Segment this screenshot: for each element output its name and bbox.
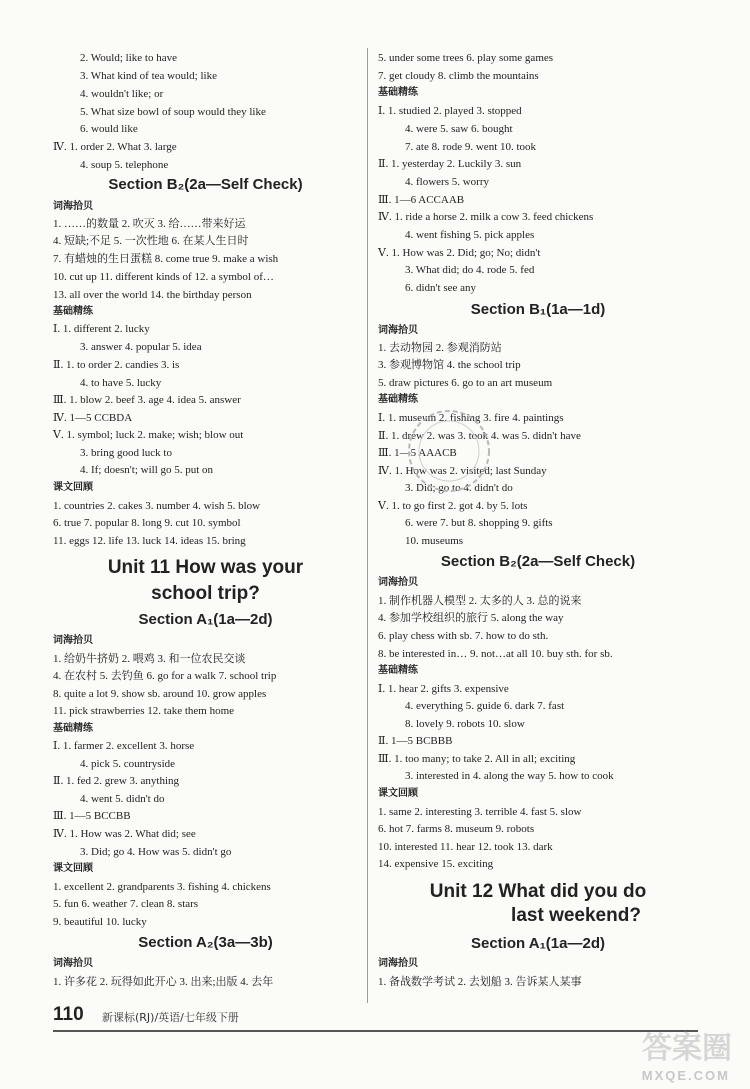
answer-line: 1. excellent 2. grandparents 3. fishing 4. chickens [53, 881, 271, 893]
subsection-label: 词海拾贝 [53, 635, 93, 646]
unit-title: Unit 12 What did you do [429, 881, 647, 902]
answer-line: Ⅰ. 1. farmer 2. excellent 3. horse [53, 740, 195, 752]
answer-line: Ⅳ. 1. How was 2. What did; see [53, 828, 196, 840]
answer-line: 5. under some trees 6. play some games [378, 52, 554, 64]
section-heading: Section A₁(1a—2d) [138, 611, 273, 628]
answer-line: Ⅰ. 1. museum 2. fishing 3. fire 4. paintings [378, 412, 564, 424]
answer-line: Ⅰ. 1. different 2. lucky [53, 323, 150, 335]
answer-line: 10. museums [405, 535, 464, 547]
answer-line: 11. pick strawberries 12. take them home [53, 705, 235, 717]
answer-line: 4. 参加学校组织的旅行 5. along the way [378, 612, 564, 624]
answer-line: Ⅳ. 1. ride a horse 2. milk a cow 3. feed chickens [378, 211, 594, 223]
answer-line: 6. true 7. popular 8. long 9. cut 10. symbol [53, 517, 241, 529]
answer-line: 8. lovely 9. robots 10. slow [405, 718, 525, 730]
column-divider [367, 48, 368, 1003]
section-heading: Section A₂(3a—3b) [138, 934, 273, 951]
answer-line: 9. beautiful 10. lucky [53, 916, 147, 928]
answer-line: 10. interested 11. hear 12. took 13. dark [378, 841, 553, 853]
answer-line: 6. were 7. but 8. shopping 9. gifts [405, 517, 553, 529]
answer-line: 4. were 5. saw 6. bought [405, 123, 513, 135]
answer-line: Ⅲ. 1—5 BCCBB [53, 810, 131, 822]
subsection-label: 基础精练 [378, 87, 418, 98]
subsection-label: 词海拾贝 [378, 577, 418, 588]
answer-line: Ⅱ. 1. fed 2. grew 3. anything [53, 775, 180, 787]
answer-line: Ⅲ. 1—5 AAACB [378, 447, 457, 459]
answer-line: 1. 给奶牛挤奶 2. 喂鸡 3. 和一位农民交谈 [53, 653, 246, 665]
watermark-url: MXQE.COM [641, 1068, 730, 1083]
answer-line: Ⅰ. 1. studied 2. played 3. stopped [378, 105, 522, 117]
answer-line: Ⅱ. 1—5 BCBBB [378, 735, 453, 747]
book-info: 新课标(RJ)/英语/七年级下册 [102, 1011, 239, 1024]
stamp-mark [402, 405, 497, 497]
answer-line: 3. 参观博物馆 4. the school trip [378, 359, 521, 371]
subsection-label: 词海拾贝 [53, 958, 93, 969]
page-number: 110 [53, 1004, 84, 1025]
answer-line: 4. 在农村 5. 去钓鱼 6. go for a walk 7. school trip [53, 670, 277, 682]
subsection-label: 基础精练 [53, 723, 93, 734]
answer-line: 3. What did; do 4. rode 5. fed [405, 264, 535, 276]
subsection-label: 词海拾贝 [378, 958, 418, 969]
subsection-label: 词海拾贝 [378, 325, 418, 336]
watermark-logo: 答案圈 [642, 1031, 732, 1066]
answer-line: Ⅲ. 1—6 ACCAAB [378, 194, 465, 206]
answer-line: 6. play chess with sb. 7. how to do sth. [378, 630, 549, 642]
subsection-label: 课文回顾 [53, 482, 93, 493]
section-heading: Section A₁(1a—2d) [470, 935, 605, 952]
answer-line: Ⅲ. 1. blow 2. beef 3. age 4. idea 5. answer [53, 394, 241, 406]
subsection-label: 课文回顾 [378, 788, 418, 799]
answer-line: 4. went fishing 5. pick apples [405, 229, 535, 241]
answer-line: 1. same 2. interesting 3. terrible 4. fast 5. slow [378, 806, 582, 818]
answer-line: 3. interested in 4. along the way 5. how to cook [405, 770, 614, 782]
answer-line: 4. If; doesn't; will go 5. put on [80, 464, 214, 476]
answer-line: Ⅱ. 1. drew 2. was 3. took 4. was 5. didn't have [378, 430, 581, 442]
answer-line: 6. would like [80, 123, 138, 135]
answer-line: 13. all over the world 14. the birthday person [53, 289, 252, 301]
answer-line: Ⅳ. 1—5 CCBDA [53, 412, 133, 424]
subsection-label: 基础精练 [53, 306, 93, 317]
answer-line: 1. countries 2. cakes 3. number 4. wish 5. blow [53, 500, 261, 512]
footer-rule [53, 1030, 698, 1032]
subsection-label: 基础精练 [378, 394, 418, 405]
answer-line: 6. didn't see any [405, 282, 477, 294]
answer-line: Ⅴ. 1. symbol; luck 2. make; wish; blow out [53, 429, 244, 441]
answer-line: Ⅴ. 1. How was 2. Did; go; No; didn't [378, 247, 541, 259]
section-heading: Section B₂(2a—Self Check) [108, 176, 303, 193]
answer-line: 7. get cloudy 8. climb the mountains [378, 70, 539, 82]
unit-title: school trip? [151, 583, 260, 604]
answer-line: Ⅱ. 1. yesterday 2. Luckily 3. sun [378, 158, 522, 170]
section-heading: Section B₂(2a—Self Check) [440, 553, 636, 570]
answer-line: 7. ate 8. rode 9. went 10. took [405, 141, 537, 153]
answer-line: 5. fun 6. weather 7. clean 8. stars [53, 898, 199, 910]
answer-line: 1. 制作机器人模型 2. 太多的人 3. 总的说来 [378, 595, 582, 607]
answer-line: 5. What size bowl of soup would they like [80, 106, 266, 118]
section-heading: Section B₁(1a—1d) [470, 301, 606, 318]
page-footer [53, 1004, 698, 1034]
answer-line: Ⅱ. 1. to order 2. candies 3. is [53, 359, 180, 371]
answer-line: 1. ……的数量 2. 吹灭 3. 给……带来好运 [53, 218, 246, 230]
answer-line: 4. 短缺;不足 5. 一次性地 6. 在某人生日时 [53, 235, 249, 247]
subsection-label: 基础精练 [378, 665, 418, 676]
answer-line: Ⅴ. 1. to go first 2. got 4. by 5. lots [378, 500, 528, 512]
answer-line: 4. soup 5. telephone [80, 159, 169, 171]
unit-title: last weekend? [511, 905, 641, 926]
answer-line: 3. Did; go to 4. didn't do [405, 482, 513, 494]
answer-line: 8. quite a lot 9. show sb. around 10. grow apples [53, 688, 267, 700]
answer-line: 1. 去动物园 2. 参观消防站 [378, 342, 502, 354]
answer-line: 4. flowers 5. worry [405, 176, 490, 188]
answer-line: 1. 许多花 2. 玩得如此开心 3. 出来;出版 4. 去年 [53, 976, 274, 988]
answer-line: 2. Would; like to have [80, 52, 177, 64]
answer-line: Ⅳ. 1. order 2. What 3. large [53, 141, 177, 153]
answer-line: 3. Did; go 4. How was 5. didn't go [80, 846, 232, 858]
answer-line: 4. to have 5. lucky [80, 377, 162, 389]
answer-line: 14. expensive 15. exciting [378, 858, 494, 870]
answer-line: 7. 有蜡烛的生日蛋糕 8. come true 9. make a wish [53, 253, 279, 265]
unit-title: Unit 11 How was your [107, 557, 304, 578]
answer-line: 1. 备战数学考试 2. 去划船 3. 告诉某人某事 [378, 976, 582, 988]
answer-line: 4. went 5. didn't do [80, 793, 165, 805]
answer-line: 4. everything 5. guide 6. dark 7. fast [405, 700, 565, 712]
answer-line: 4. pick 5. countryside [80, 758, 176, 770]
answer-line: 8. be interested in… 9. not…at all 10. buy sth. for sb. [378, 648, 613, 660]
answer-line: 3. What kind of tea would; like [80, 70, 217, 82]
answer-line: 3. answer 4. popular 5. idea [80, 341, 202, 353]
answer-line: 10. cut up 11. different kinds of 12. a symbol of… [53, 271, 274, 283]
answer-line: 4. wouldn't like; or [80, 88, 164, 100]
answer-line: 6. hot 7. farms 8. museum 9. robots [378, 823, 535, 835]
answer-line: Ⅲ. 1. too many; to take 2. All in all; exciting [378, 753, 576, 765]
subsection-label: 词海拾贝 [53, 201, 93, 212]
answer-line: 3. bring good luck to [80, 447, 172, 459]
subsection-label: 课文回顾 [53, 863, 93, 874]
answer-line: 11. eggs 12. life 13. luck 14. ideas 15. bring [53, 535, 246, 547]
answer-line: Ⅰ. 1. hear 2. gifts 3. expensive [378, 683, 509, 695]
answer-line: 5. draw pictures 6. go to an art museum [378, 377, 553, 389]
answer-line: Ⅳ. 1. How was 2. visited; last Sunday [378, 465, 547, 477]
